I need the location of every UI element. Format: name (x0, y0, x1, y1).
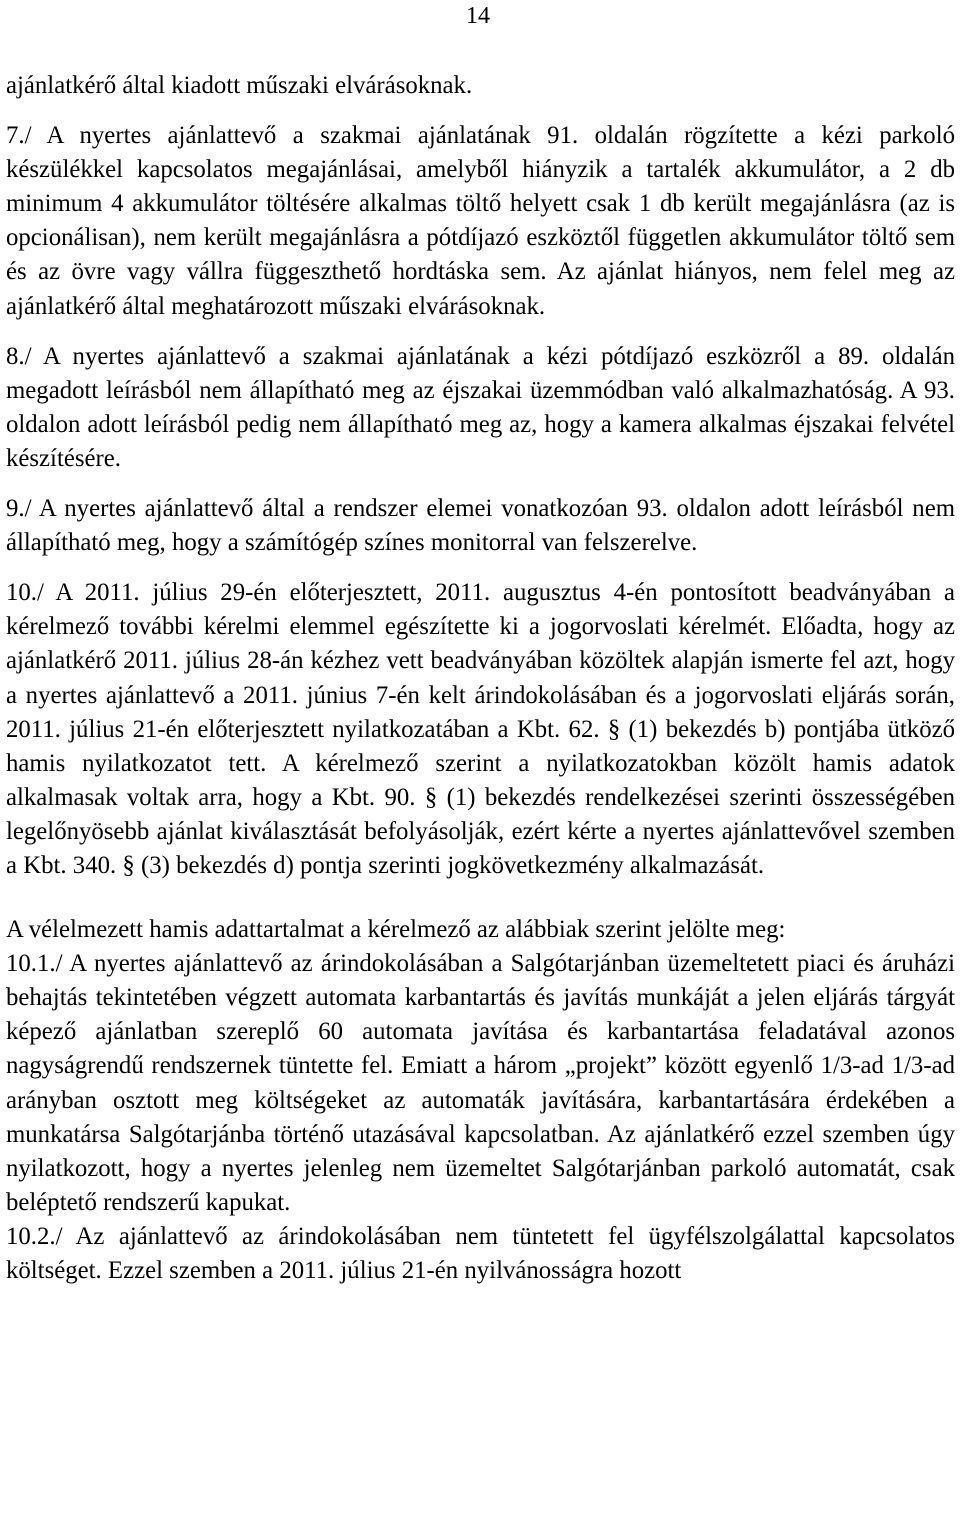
paragraph-10-1: 10.1./ A nyertes ajánlattevő az árindokolásában a Salgótarjánban üzemeltetett piaci és áruházi behajtás tekintetében végzett automata karbantartás és javítás munkáját a jelen eljárás tárgyát képező ajánlatban szereplő 60 automata javítása és karbantartása feladatával azonos nagyságrendű rendszernek tüntette fel. Emiatt a három „projekt” között egyenlő 1/3-ad 1/3-ad arányban osztott meg költségeket az automaták javítására, karbantartására érdekében a munkatársa Salgótarjánba történő utazásával kapcsolatban. Az ajánlatkérő ezzel szemben úgy nyilatkozott, hogy a nyertes jelenleg nem üzemeltet Salgótarjánban parkoló automatát, csak beléptető rendszerű kapukat. (6, 950, 955, 1216)
paragraph-8: 8./ A nyertes ajánlattevő a szakmai ajánlatának a kézi pótdíjazó eszközről a 89. oldalán megadott leírásból nem állapítható meg az éjszakai üzemmódban való alkalmazhatóság. A 93. oldalon adott leírásból pedig nem állapítható meg az, hogy a kamera alkalmas éjszakai felvétel készítésére. (6, 342, 955, 472)
paragraph-10: 10./ A 2011. július 29-én előterjesztett, 2011. augusztus 4-én pontosított beadványában a kérelmező további kérelmi elemmel egészítette ki a jogorvoslati kérelmét. Előadta, hogy az ajánlatkérő 2011. július 28-án kézhez vett beadványában közöltek alapján ismerte fel azt, hogy a nyertes ajánlattevő a 2011. június 7-én kelt árindokolásában és a jogorvoslati eljárás során, 2011. július 21-én előterjesztett nyilatkozatában a Kbt. 62. § (1) bekezdés b) pontjába ütköző hamis nyilatkozatot tett. A kérelmező szerint a nyilatkozatokban közölt hamis adatok alkalmasak voltak arra, hogy a Kbt. 90. § (1) bekezdés rendelkezései szerinti összességében legelőnyösebb ajánlat kiválasztását befolyásolják, ezért kérte a nyertes ajánlattevővel szemben a Kbt. 340. § (3) bekezdés d) pontja szerinti jogkövetkezmény alkalmazását. (6, 579, 955, 879)
paragraph-alleged-false-data: A vélelmezett hamis adattartalmat a kérelmező az alábbiak szerint jelölte meg: (6, 916, 786, 944)
document-body (6, 69, 955, 1288)
paragraph-9: 9./ A nyertes ajánlattevő által a rendszer elemei vonatkozóan 93. oldalon adott leírásból nem állapítható meg, hogy a számítógép színes monitorral van felszerelve. (6, 495, 955, 557)
page-number: 14 (466, 3, 490, 29)
paragraph-10-2: 10.2./ Az ajánlattevő az árindokolásában nem tüntetett fel ügyfélszolgálattal kapcsolatos költséget. Ezzel szemben a 2011. július 21-én nyilvánosságra hozott (6, 1222, 955, 1284)
paragraph-continuation: ajánlatkérő által kiadott műszaki elvárásoknak. (6, 72, 473, 99)
paragraph-7: 7./ A nyertes ajánlattevő a szakmai ajánlatának 91. oldalán rögzítette a kézi parkoló készülékkel kapcsolatos megajánlásai, amelyből hiányzik a tartalék akkumulátor, a 2 db minimum 4 akkumulátor töltésére alkalmas töltő helyett csak 1 db került megajánlásra (az is opcionálisan), nem került megajánlásra a pótdíjazó eszköztől független akkumulátor töltő sem és az övre vagy vállra függeszthető hordtáska sem. Az ajánlat hiányos, nem felel meg az ajánlatkérő által meghatározott műszaki elvárásoknak. (6, 122, 955, 320)
